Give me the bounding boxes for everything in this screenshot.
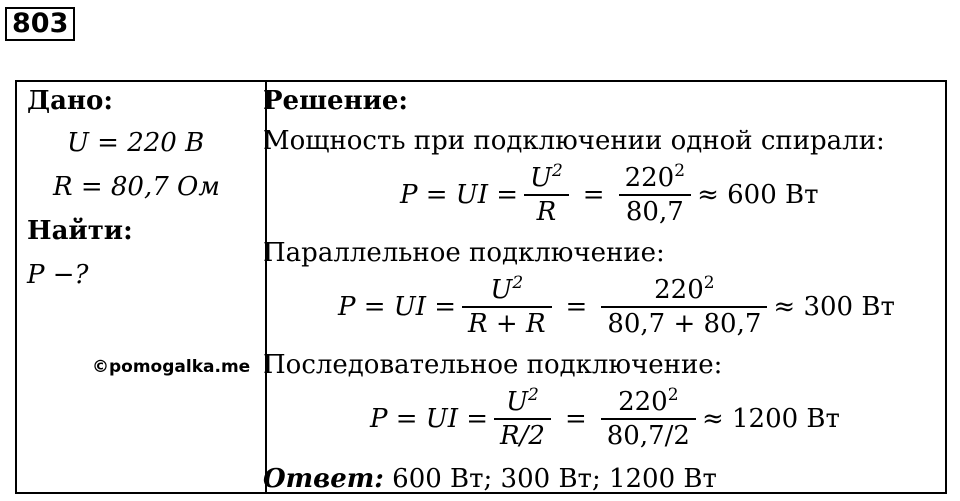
case1-eq: = xyxy=(582,180,605,210)
case3-f2-den: 80,7/2 xyxy=(606,421,690,451)
case3-formula xyxy=(370,386,840,452)
case3-f2-exp: 2 xyxy=(667,385,679,405)
case1-f2-exp: 2 xyxy=(674,161,686,181)
watermark: ©pomogalka.me xyxy=(92,357,251,377)
case2-f2-num: 220 xyxy=(654,275,704,305)
case3-fraction-symbolic xyxy=(494,386,551,452)
case1-lhs: P = UI = xyxy=(400,180,519,210)
case3-f2-num: 220 xyxy=(618,387,668,417)
case1-f2-num: 220 xyxy=(624,163,675,193)
find-value: P −? xyxy=(27,260,89,290)
case2-result: ≈ 300 Вт xyxy=(773,292,895,322)
case2-f1-num: U xyxy=(490,275,513,305)
case1-label: Мощность при подключении одной спирали: xyxy=(263,126,885,156)
given-resistance: R = 80,7 Ом xyxy=(53,172,220,202)
case2-fraction-symbolic xyxy=(462,274,551,340)
case2-lhs: P = UI = xyxy=(338,292,457,322)
case1-f1-num: U xyxy=(530,163,552,193)
solution-heading: Решение: xyxy=(263,86,409,116)
answer-value: 600 Вт; 300 Вт; 1200 Вт xyxy=(392,464,717,494)
case2-f1-den: R + R xyxy=(468,309,546,339)
problem-number: 803 xyxy=(5,7,75,41)
case2-eq: = xyxy=(565,292,588,322)
case2-f2-exp: 2 xyxy=(703,273,715,293)
case3-lhs: P = UI = xyxy=(370,404,489,434)
case3-fraction-numeric xyxy=(601,386,696,452)
case3-f1-exp: 2 xyxy=(528,385,539,405)
case1-f1-den: R xyxy=(536,197,557,227)
case3-label: Последовательное подключение: xyxy=(263,350,723,380)
case1-fraction-numeric xyxy=(619,162,691,228)
given-heading: Дано: xyxy=(27,86,113,116)
case2-fraction-numeric xyxy=(601,274,767,340)
answer-label: Ответ: xyxy=(263,464,384,494)
given-voltage: U = 220 В xyxy=(67,128,205,158)
case3-f1-den: R/2 xyxy=(500,421,545,451)
answer-line xyxy=(263,464,717,494)
case2-f1-exp: 2 xyxy=(512,273,524,293)
solution-frame xyxy=(15,80,947,494)
find-heading: Найти: xyxy=(27,216,133,246)
case3-eq: = xyxy=(564,404,587,434)
case1-f2-den: 80,7 xyxy=(625,197,684,227)
case1-f1-exp: 2 xyxy=(551,161,563,181)
case3-result: ≈ 1200 Вт xyxy=(701,404,840,434)
case1-formula xyxy=(400,162,819,228)
case1-result: ≈ 600 Вт xyxy=(697,180,819,210)
case1-fraction-symbolic xyxy=(524,162,569,228)
case3-f1-num: U xyxy=(506,387,529,417)
case2-f2-den: 80,7 + 80,7 xyxy=(607,309,762,339)
case2-label: Параллельное подключение: xyxy=(263,238,665,268)
case2-formula xyxy=(338,274,895,340)
